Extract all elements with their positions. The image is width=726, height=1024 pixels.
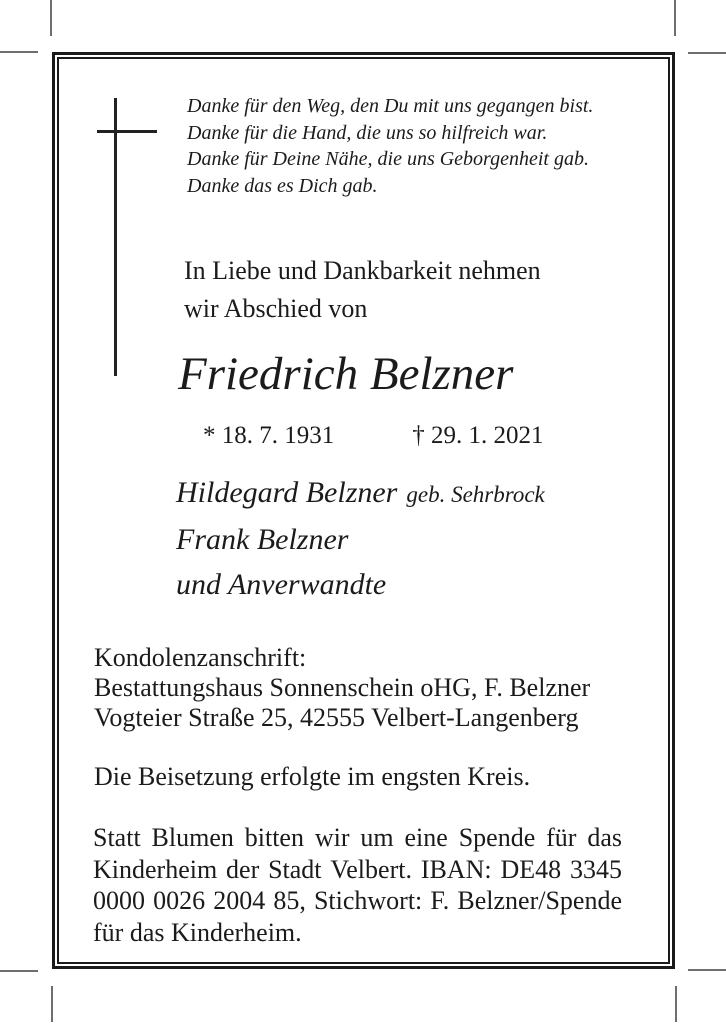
life-dates <box>203 422 544 450</box>
memorial-poem: Danke für den Weg, den Du mit uns gegangen bist. Danke für die Hand, die uns so hilfreich war. Danke für Deine Nähe, die uns Geborgenheit gab. Danke das es Dich gab. <box>187 95 594 197</box>
crop-mark-top-right-vertical <box>674 0 676 36</box>
crop-mark-bottom-right-horizontal <box>688 969 726 971</box>
crop-mark-top-left-vertical <box>50 0 52 36</box>
cross-icon-arm <box>97 130 157 133</box>
mourner-name: Hildegard Belzner <box>176 476 398 509</box>
crop-mark-top-right-horizontal <box>688 52 726 54</box>
birth-date: * 18. 7. 1931 <box>203 422 335 449</box>
donation-note: Statt Blumen bitten wir um eine Spende für das Kinderheim der Stadt Velbert. IBAN: DE48 3345 0000 0026 2004 85, Stichwort: F. Belzner/Spende für das Kinderheim. <box>93 823 622 947</box>
crop-mark-bottom-right-vertical <box>675 986 677 1022</box>
crop-mark-top-left-horizontal <box>0 51 38 53</box>
death-date: † 29. 1. 2021 <box>412 422 544 449</box>
deceased-name: Friedrich Belzner <box>178 348 514 400</box>
cross-icon-stem <box>114 98 117 376</box>
condolence-address: Kondolenzanschrift: Bestattungshaus Sonnenschein oHG, F. Belzner Vogteier Straße 25, 42555 Velbert-Langenberg <box>94 643 591 732</box>
mourner-line: Frank Belzner <box>176 523 349 556</box>
crop-mark-bottom-left-vertical <box>51 986 53 1022</box>
mourner-maiden-name: geb. Sehrbrock <box>406 482 545 507</box>
cross-icon <box>96 98 158 376</box>
mourner-line: und Anverwandte <box>176 568 387 601</box>
mourners-list <box>176 470 545 607</box>
crop-mark-bottom-left-horizontal <box>0 970 38 972</box>
burial-note: Die Beisetzung erfolgte im engsten Kreis. <box>94 762 531 791</box>
mourner-line <box>176 470 545 517</box>
farewell-intro: In Liebe und Dankbarkeit nehmen wir Abschied von <box>184 256 541 323</box>
